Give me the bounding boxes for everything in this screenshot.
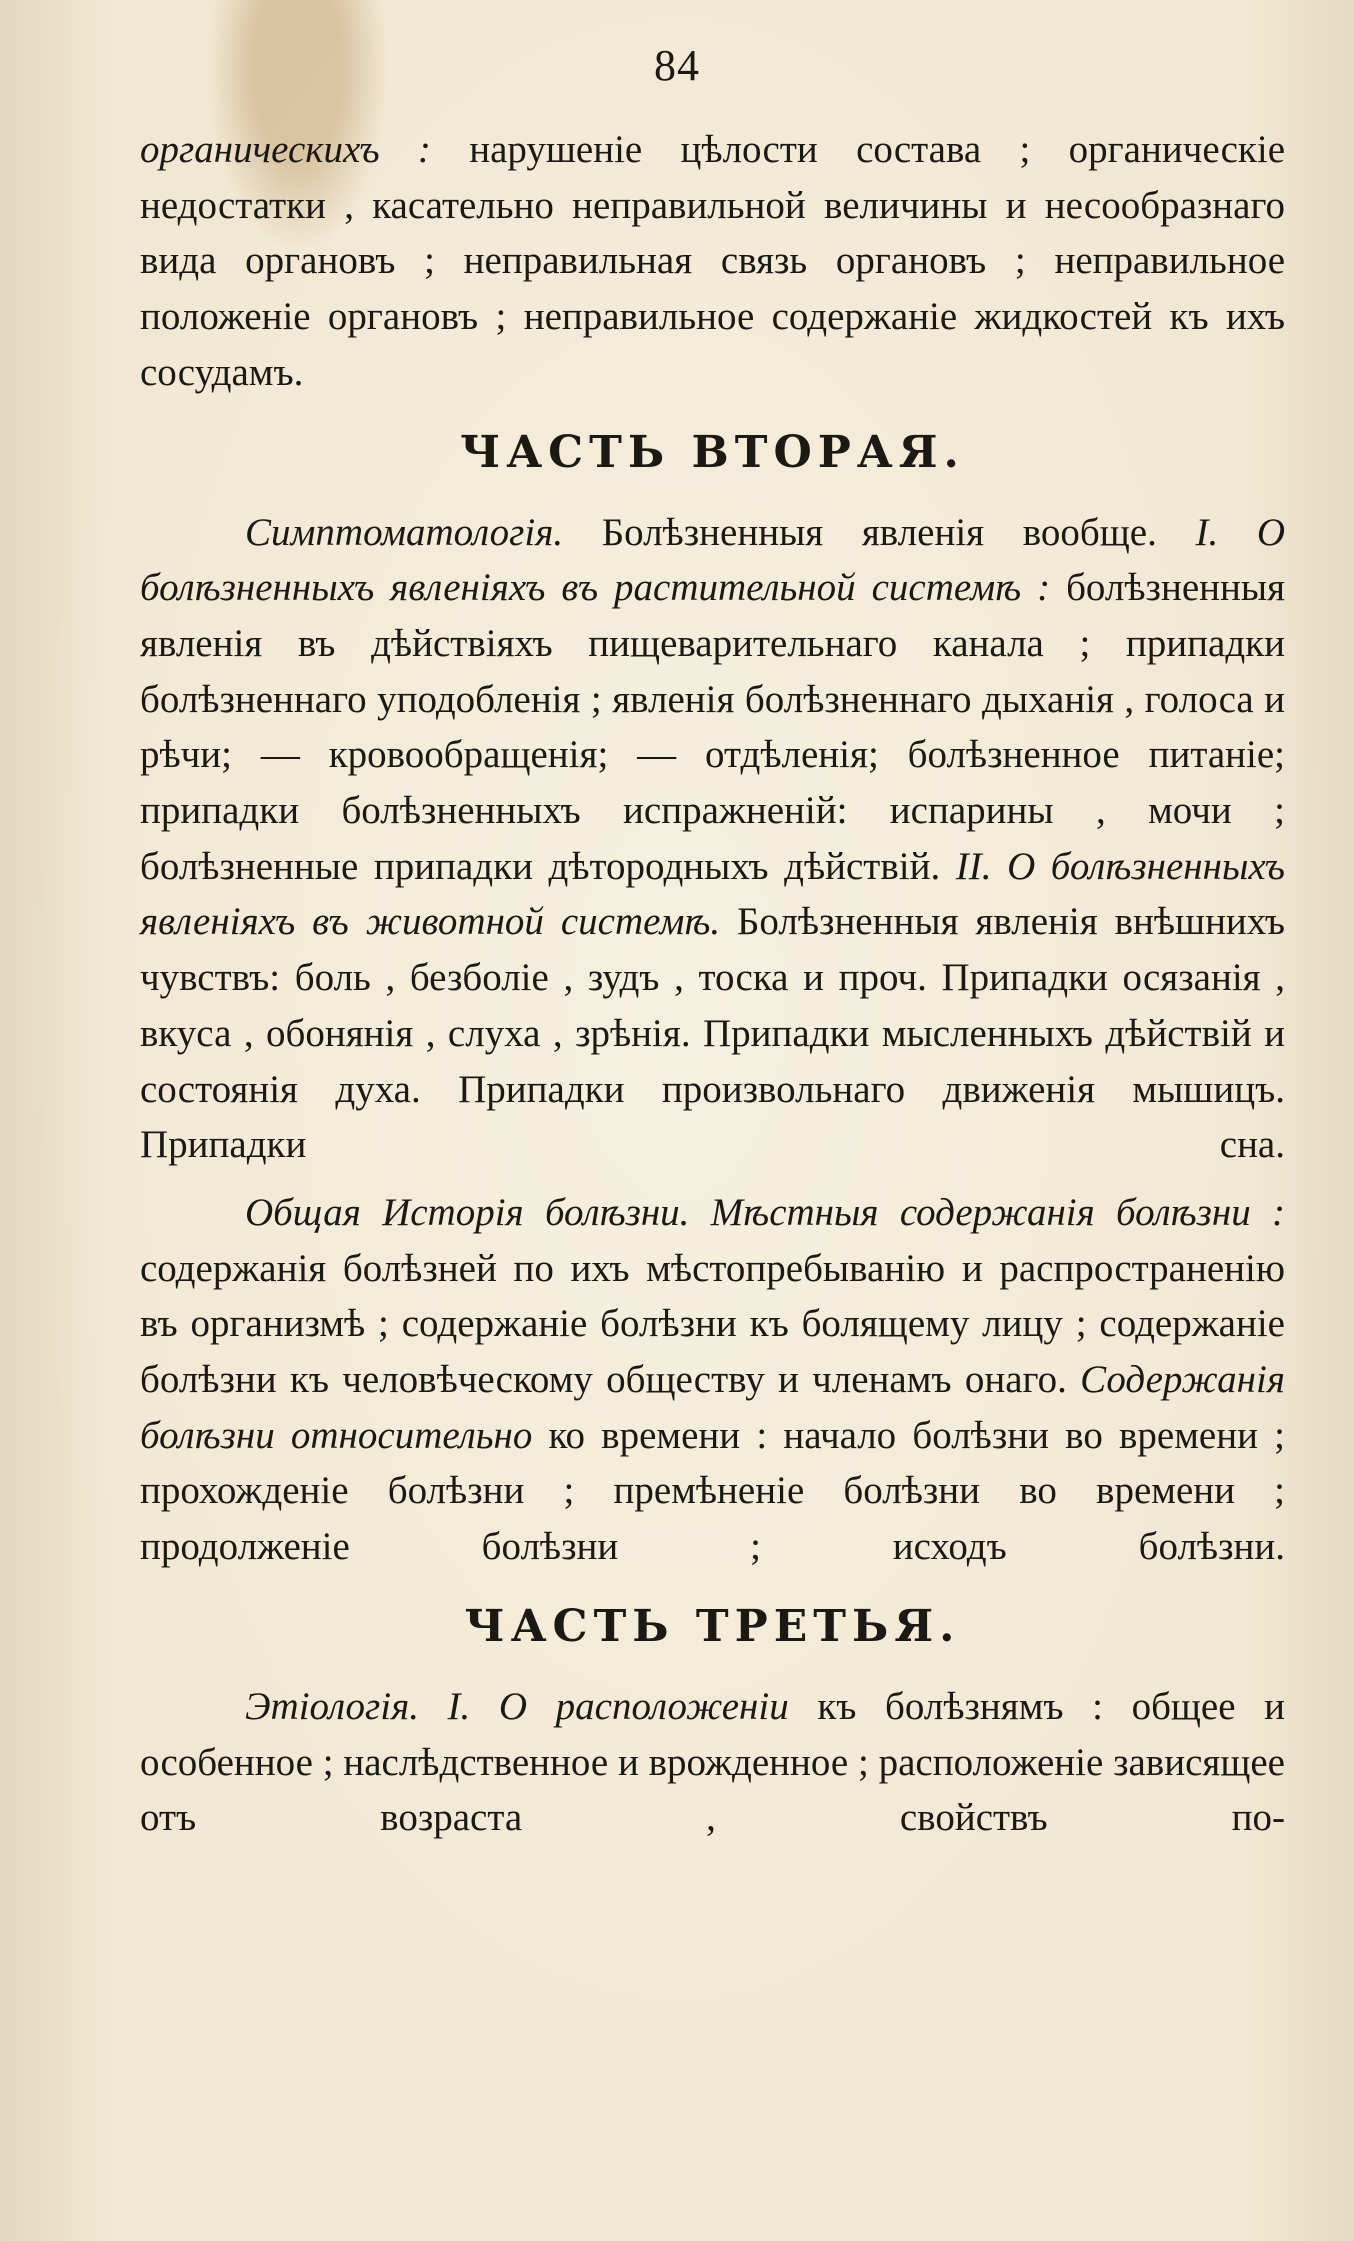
paragraph-organic-defects [140,122,1285,401]
italic-term-symptomatology: Симптоматологія. [245,510,564,554]
italic-term-animal-system: II. О болѣзненныхъ явленіяхъ въ животной системѣ. [140,844,1285,944]
italic-term-organic: органическихъ : [140,128,431,171]
paragraph-text: Болѣзненныя явленія вообще. [563,510,1196,554]
italic-term-general-history: Общая Исторія болѣзни. Мѣстныя содержанія болѣзни : [245,1190,1285,1234]
paragraph-symptomatology [140,505,1285,1173]
heading-part-two: ЧАСТЬ ВТОРАЯ. [460,426,965,478]
paragraph-text: къ болѣзнямъ : общее и особенное ; наслѣдственное и врожденное ; расположеніе зависящее отъ возраста , свойствъ по- [140,1684,1286,1840]
paragraph-text: болѣзненныя явленія въ дѣйствіяхъ пищеварительнаго канала ; припадки болѣзненнаго уподобленія ; явленія болѣзненнаго дыханія , голоса и рѣчи; — кровообращенія; — отдѣленія; болѣзненное питаніе; припадки болѣзненныхъ испражненій: испарины , мочи ; болѣзненные припадки дѣтородныхъ дѣйствій. [140,566,1286,888]
heading-part-three: ЧАСТЬ ТРЕТЬЯ. [464,1600,961,1652]
paragraph-text: нарушеніе цѣлости состава ; органическіе недостатки , касательно неправильной величины и несообразнаго вида органовъ ; неправильная связь органовъ ; неправильное положеніе органовъ ; неправильное содержаніе жидкостей къ ихъ сосудамъ. [140,128,1285,394]
italic-term-etiology: Этіологія. I. О расположеніи [245,1684,789,1728]
italic-term-vegetative-system: I. О болѣзненныхъ явленіяхъ въ растительной системѣ : [140,510,1286,610]
page-number: 84 [654,41,700,90]
italic-term-relative-time: Содержанія болѣзни относительно [140,1358,1285,1457]
main-text-column [140,122,1285,1846]
paragraph-general-history [140,1185,1285,1575]
paragraph-text: содержанія болѣзней по ихъ мѣстопребыванію и распространенію въ организмѣ ; содержаніе болѣзни къ болящему лицу ; содержаніе болѣзни къ человѣческому обществу и членамъ онаго. [140,1246,1285,1402]
paragraph-etiology [140,1679,1285,1846]
paragraph-spacer [140,1173,1285,1185]
paragraph-text: Болѣзненныя явленія внѣшнихъ чувствъ: боль , безболіе , зудъ , тоска и проч. Припадки осязанія , вкуса , обонянія , слуха , зрѣнія. Припадки мысленныхъ дѣйствій и состоянія духа. Припадки произвольнаго движенія мышицъ. Припадки сна. [140,900,1285,1167]
paragraph-text: ко времени : начало болѣзни во времени ; прохожденіе болѣзни ; премѣненіе болѣзни во времени ; продолженіе болѣзни ; исходъ болѣзни. [140,1413,1285,1569]
